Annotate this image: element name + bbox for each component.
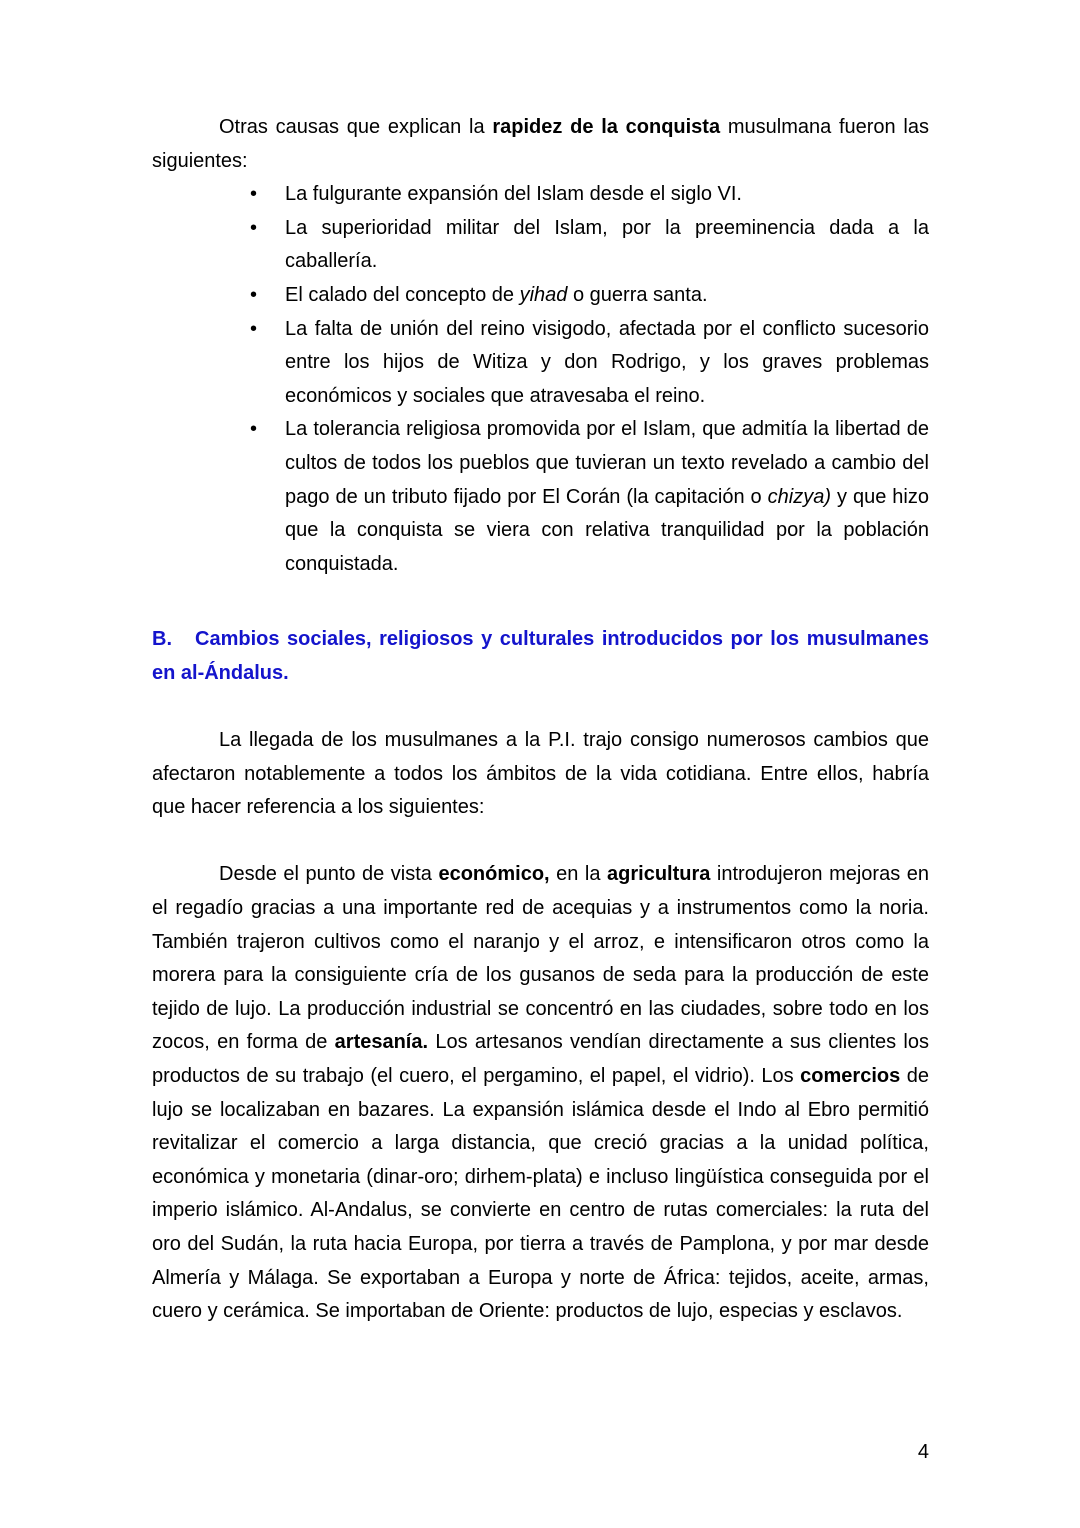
paragraph-text: Desde el punto de vista [219,863,439,886]
intro-text: Otras causas que explican la [219,116,493,138]
page-number: 4 [917,1441,929,1463]
bullet-list [152,178,929,581]
bold-artesania: artesanía. [334,1031,429,1054]
bold-economico: económico, [438,863,550,886]
bullet-marker: • [250,283,258,306]
bullet-marker: • [250,216,258,239]
bullet-marker: • [250,317,258,340]
bullet-italic-chizya: chizya) [767,485,832,508]
bullet-text: La tolerancia religiosa promovida por el Islam, que admitía la libertad de cultos de todos los pueblos que tuvieran un texto revelado a cambio del pago de un tributo fijado por El Corán (la capitación o [285,418,929,508]
bullet-text: La falta de unión del reino visigodo, afectada por el conflicto sucesorio entre los hijos de Witiza y don Rodrigo, y los graves problemas económicos y sociales que atravesaba el reino. [285,317,929,407]
bullet-item-yihad [152,279,929,313]
paragraph-llegada [152,724,929,825]
paragraph-text: en la [549,863,608,886]
bullet-text-end: o guerra santa. [567,283,708,306]
paragraph-economia [152,858,929,1328]
bullet-text-end: y que hizo que la conquista se viera con relativa tranquilidad por la población conquistada. [285,485,929,575]
intro-bold-rapidez: rapidez de la conquista [492,116,721,138]
intro-text-end: musulmana fueron las siguientes: [152,116,929,172]
bold-agricultura: agricultura [607,863,711,886]
bullet-marker: • [250,183,258,206]
bold-comercios: comercios [800,1065,901,1088]
bullet-item-tolerancia [152,413,929,581]
paragraph-text: introdujeron mejoras en el regadío gracias a una importante red de acequias y a instrumentos como la noria. También trajeron cultivos como el naranjo y el arroz, e intensificaron otros como la morera para la consiguiente cría de los gusanos de seda para la producción de este tejido de lujo. La producción industrial se concentró en las ciudades, sobre todo en los zocos, en forma de [152,863,929,1054]
paragraph-text: Los artesanos vendían directamente a sus clientes los productos de su trabajo (el cuero, el pergamino, el papel, el vidrio). Los [152,1031,929,1088]
bullet-marker: • [250,418,258,441]
paragraph-text: de lujo se localizaban en bazares. La expansión islámica desde el Indo al Ebro permitió revitalizar el comercio a larga distancia, que creció gracias a la unidad política, económica y monetaria (dinar-oro; dirhem-plata) e incluso lingüística conseguida por el imperio islámico. Al-Andalus, se convierte en centro de rutas comerciales: la ruta del oro del Sudán, la ruta hacia Europa, por tierra a través de Pamplona, y por mar desde Almería y Málaga. Se exportaban a Europa y norte de África: tejidos, aceite, armas, cuero y cerámica. Se importaban de Oriente: productos de lujo, especias y esclavos. [152,1065,929,1323]
document-body [152,0,929,1329]
bullet-text: La superioridad militar del Islam, por la preeminencia dada a la caballería. [285,216,929,273]
bullet-item-superioridad [152,212,929,279]
section-heading-text: Cambios sociales, religiosos y culturales introducidos por los musulmanes en al-Ándalus. [152,628,929,684]
section-heading-label: B. [152,628,172,651]
bullet-text: La fulgurante expansión del Islam desde el siglo VI. [285,183,742,206]
bullet-text: El calado del concepto de [285,283,520,306]
bullet-item-expansion [152,178,929,212]
bullet-item-falta-union [152,313,929,414]
paragraph-intro [152,111,929,178]
section-heading-b [152,623,929,690]
bullet-italic-yihad: yihad [519,283,568,306]
paragraph-text: La llegada de los musulmanes a la P.I. trajo consigo numerosos cambios que afectaron notablemente a todos los ámbitos de la vida cotidiana. Entre ellos, habría que hacer referencia a los siguientes: [152,729,929,819]
